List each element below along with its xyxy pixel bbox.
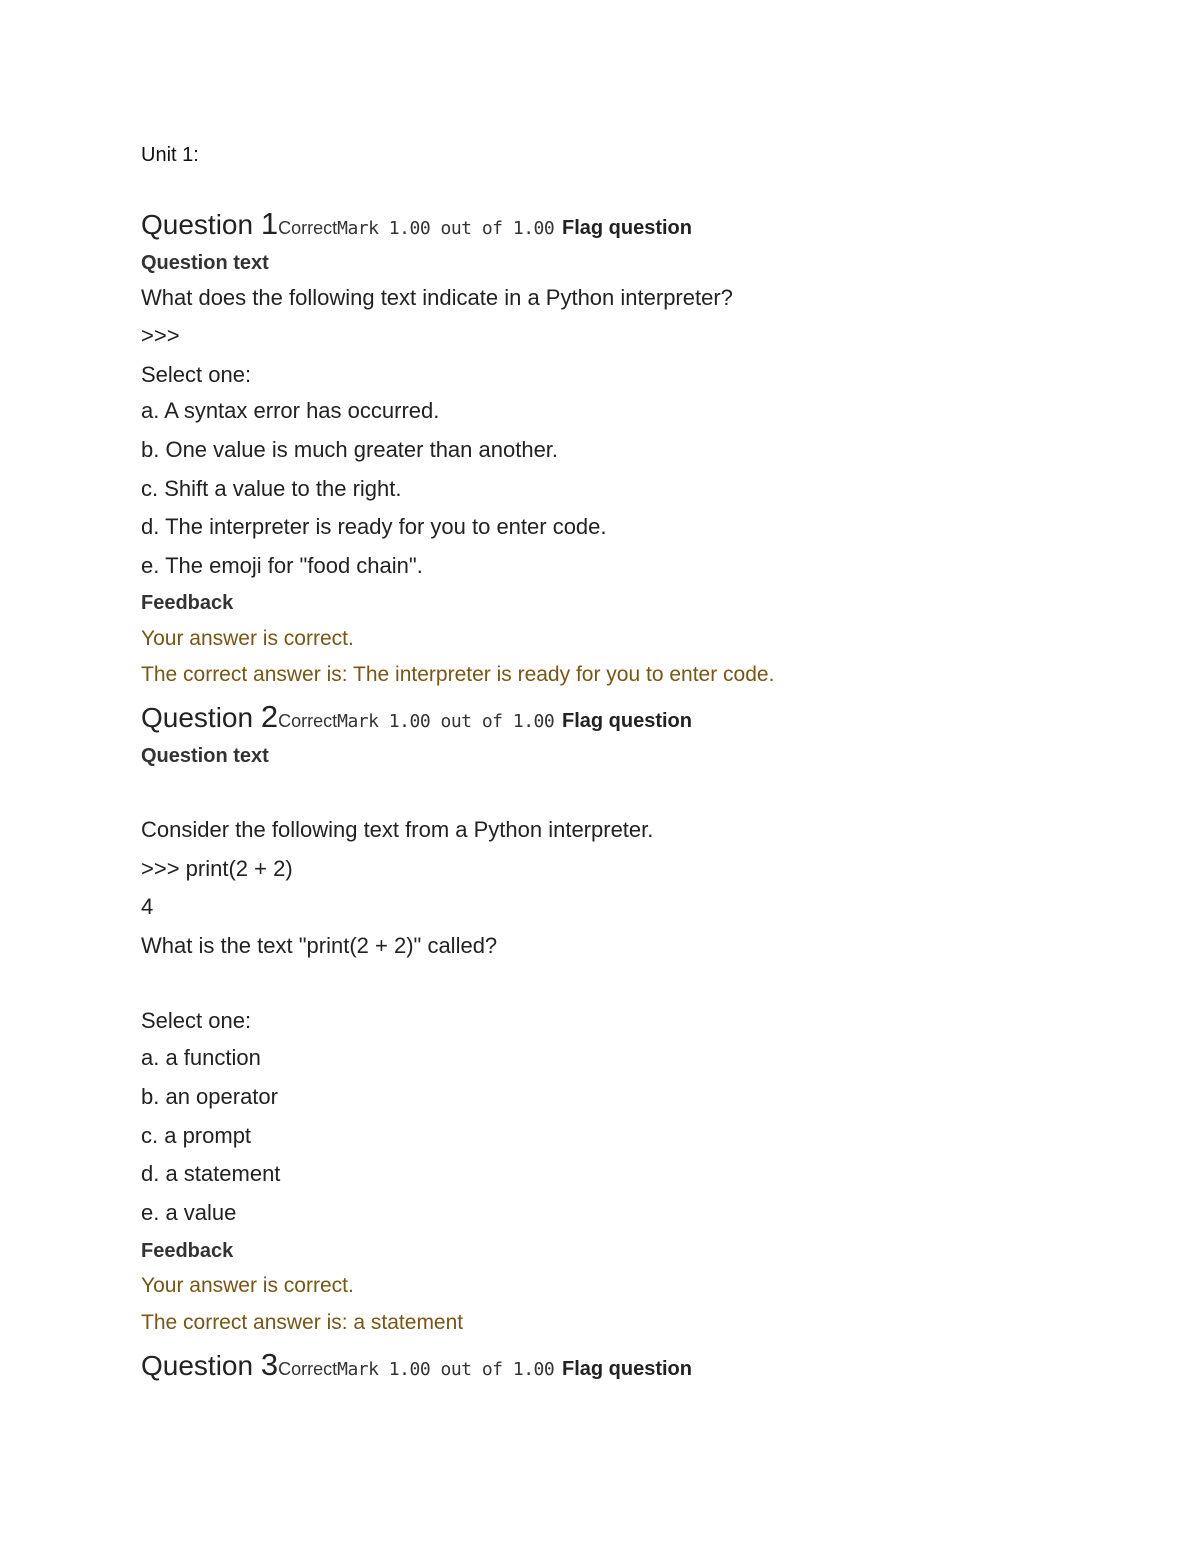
feedback-label: Feedback — [141, 592, 234, 614]
question-text-label: Question text — [141, 745, 269, 767]
option-e: e. a value — [141, 1200, 237, 1225]
question-number: 2 — [260, 699, 279, 734]
question-1-header — [141, 207, 692, 246]
feedback-result: Your answer is correct. — [141, 1274, 354, 1297]
question-2-header — [141, 700, 692, 739]
question-number: 1 — [260, 206, 279, 241]
question-number: 3 — [260, 1347, 279, 1382]
option-e: e. The emoji for "food chain". — [141, 553, 423, 578]
question-2-prompt: What is the text "print(2 + 2)" called? — [141, 933, 498, 958]
question-status: Correct — [278, 711, 338, 731]
question-mark: Mark 1.00 out of 1.00 — [337, 1359, 555, 1380]
option-a: a. A syntax error has occurred. — [141, 398, 440, 423]
feedback-correct-answer: The correct answer is: The interpreter is ready for you to enter code. — [141, 663, 775, 686]
question-word: Question — [141, 1350, 261, 1381]
question-3-header — [141, 1348, 692, 1387]
unit-title: Unit 1: — [141, 144, 199, 166]
question-mark: Mark 1.00 out of 1.00 — [337, 218, 555, 239]
question-word: Question — [141, 702, 261, 733]
question-2-intro: Consider the following text from a Python interpreter. — [141, 817, 654, 842]
interpreter-code-line: >>> print(2 + 2) — [141, 856, 293, 881]
interpreter-output-line: 4 — [141, 894, 154, 919]
select-one-label: Select one: — [141, 362, 252, 387]
select-one-label: Select one: — [141, 1008, 252, 1033]
flag-question-link[interactable]: Flag question — [561, 710, 692, 732]
flag-question-link[interactable]: Flag question — [561, 217, 692, 239]
interpreter-prompt-text: >>> — [141, 323, 180, 348]
question-mark: Mark 1.00 out of 1.00 — [337, 711, 555, 732]
option-d: d. a statement — [141, 1161, 281, 1186]
question-word: Question — [141, 209, 261, 240]
feedback-correct-answer: The correct answer is: a statement — [141, 1311, 464, 1334]
question-status: Correct — [278, 1359, 338, 1379]
feedback-label: Feedback — [141, 1240, 234, 1262]
question-text-label: Question text — [141, 252, 269, 274]
option-b: b. an operator — [141, 1084, 278, 1109]
question-status: Correct — [278, 218, 338, 238]
option-a: a. a function — [141, 1045, 261, 1070]
option-b: b. One value is much greater than another. — [141, 437, 559, 462]
flag-question-link[interactable]: Flag question — [561, 1358, 692, 1380]
option-d: d. The interpreter is ready for you to enter code. — [141, 514, 607, 539]
option-c: c. Shift a value to the right. — [141, 476, 402, 501]
question-1-prompt: What does the following text indicate in a Python interpreter? — [141, 285, 733, 310]
feedback-result: Your answer is correct. — [141, 627, 354, 650]
option-c: c. a prompt — [141, 1123, 252, 1148]
